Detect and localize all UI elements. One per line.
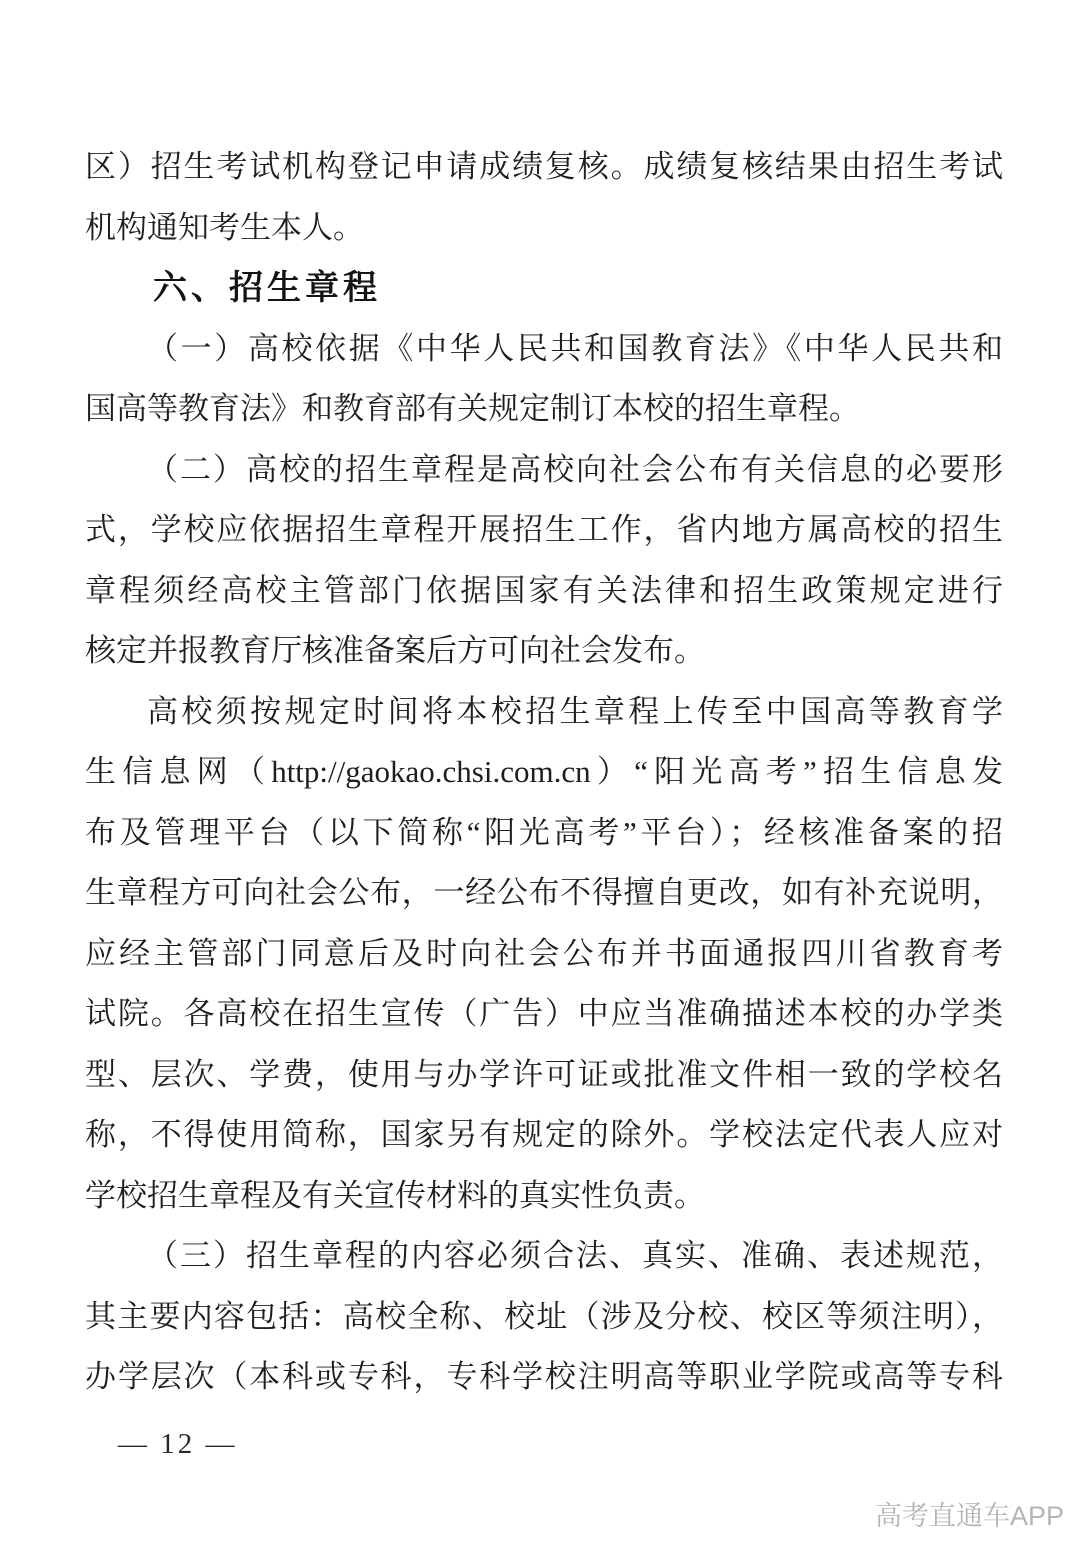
text-line: 机构通知考生本人。 (85, 209, 364, 245)
text-line: 式，学校应依据招生章程开展招生工作，省内地方属高校的招生 (85, 512, 1003, 547)
text-line: 生信息网（http://gaokao.chsi.com.cn）“阳光高考”招生信息发 (85, 754, 1003, 789)
text-line: 学校招生章程及有关宣传材料的真实性负责。 (85, 1177, 705, 1213)
text-line: （一）高校依据《中华人民共和国教育法》《中华人民共和 (147, 330, 1003, 366)
page-number: — 12 — (118, 1428, 238, 1460)
document-body (85, 137, 1003, 1408)
text-line: 型、层次、学费，使用与办学许可证或批准文件相一致的学校名 (85, 1056, 1003, 1092)
text-line: （三）招生章程的内容必须合法、真实、准确、表述规范， (147, 1238, 1003, 1273)
text-line: 生章程方可向社会公布，一经公布不得擅自更改，如有补充说明， (85, 875, 1003, 910)
text-line: 章程须经高校主管部门依据国家有关法律和招生政策规定进行 (85, 572, 1003, 608)
text-line: 核定并报教育厅核准备案后方可向社会发布。 (85, 633, 705, 668)
text-line: 办学层次（本科或专科，专科学校注明高等职业学院或高等专科 (85, 1359, 1003, 1394)
text-line: （二）高校的招生章程是高校向社会公布有关信息的必要形 (147, 451, 1003, 487)
text-line: 布及管理平台（以下简称“阳光高考”平台）；经核准备案的招 (85, 814, 1003, 850)
text-line: 区）招生考试机构登记申请成绩复核。成绩复核结果由招生考试 (85, 149, 1003, 184)
text-line: 高校须按规定时间将本校招生章程上传至中国高等教育学 (147, 693, 1003, 729)
text-line: 其主要内容包括：高校全称、校址（涉及分校、校区等须注明）， (85, 1298, 1003, 1334)
text-line: 试院。各高校在招生宣传（广告）中应当准确描述本校的办学类 (85, 996, 1003, 1031)
section-heading: 六、招生章程 (153, 269, 381, 307)
text-line: 应经主管部门同意后及时向社会公布并书面通报四川省教育考 (85, 935, 1003, 971)
watermark-text: 高考直通车APP (874, 1501, 1064, 1531)
text-line: 称，不得使用简称，国家另有规定的除外。学校法定代表人应对 (85, 1117, 1003, 1152)
text-line: 国高等教育法》和教育部有关规定制订本校的招生章程。 (85, 391, 860, 426)
